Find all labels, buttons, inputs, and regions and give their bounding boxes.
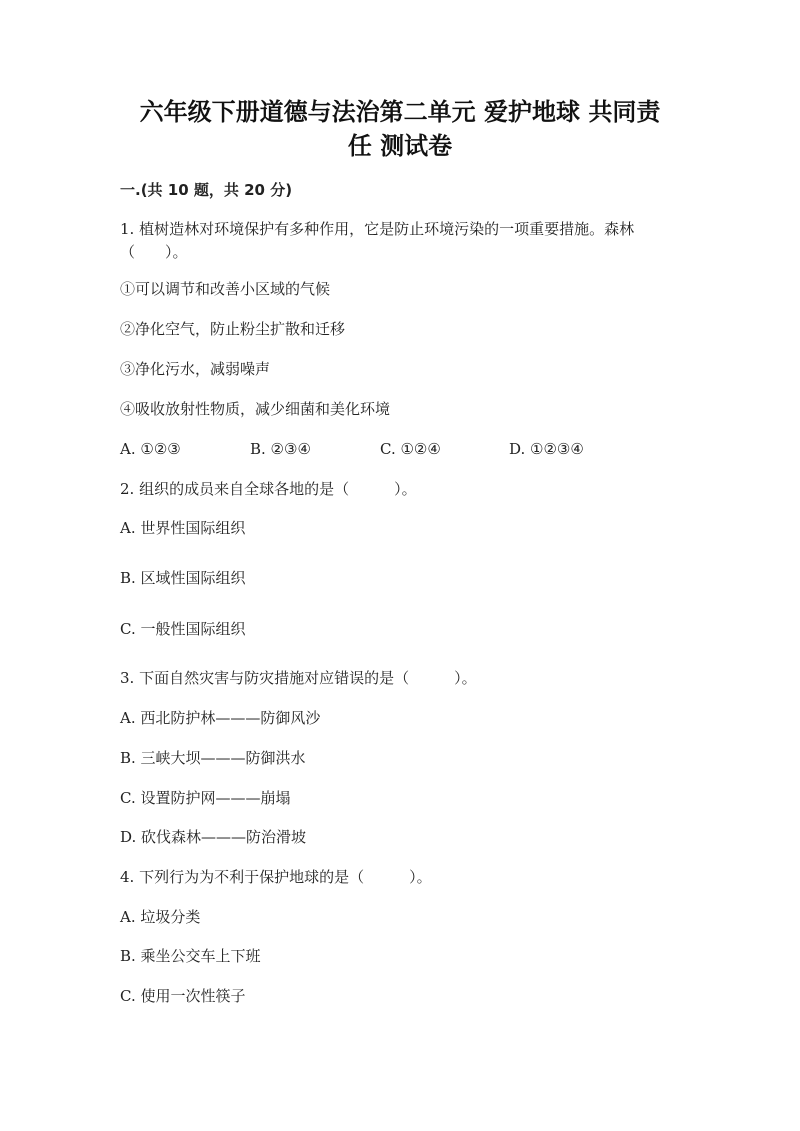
question-3-option-b[interactable]: B. 三峡大坝———防御洪水 xyxy=(120,749,306,767)
question-4-stem: 4. 下列行为为不利于保护地球的是（ ）。 xyxy=(120,868,432,886)
page-title-line-2: 任 测试卷 xyxy=(347,132,453,160)
question-1-option-b[interactable]: B. ②③④ xyxy=(250,440,311,458)
question-4-option-c[interactable]: C. 使用一次性筷子 xyxy=(120,987,246,1005)
question-4-option-a[interactable]: A. 垃圾分类 xyxy=(120,908,201,926)
question-2-option-a[interactable]: A. 世界性国际组织 xyxy=(120,519,246,537)
question-3-option-c[interactable]: C. 设置防护网———崩塌 xyxy=(120,789,291,807)
question-1-option-c[interactable]: C. ①②④ xyxy=(380,440,441,458)
question-1-option-a[interactable]: A. ①②③ xyxy=(120,440,181,458)
question-1-option-d[interactable]: D. ①②③④ xyxy=(509,440,584,458)
question-1-statement-1: ①可以调节和改善小区域的气候 xyxy=(120,280,331,298)
question-3-option-a[interactable]: A. 西北防护林———防御风沙 xyxy=(120,709,321,727)
question-1-statement-4: ④吸收放射性物质，减少细菌和美化环境 xyxy=(120,400,391,418)
question-1-statement-2: ②净化空气，防止粉尘扩散和迁移 xyxy=(120,320,346,338)
question-3-option-d[interactable]: D. 砍伐森林———防治滑坡 xyxy=(120,828,307,846)
question-2-option-c[interactable]: C. 一般性国际组织 xyxy=(120,620,246,638)
question-4-option-b[interactable]: B. 乘坐公交车上下班 xyxy=(120,947,261,965)
question-1-stem: 1. 植树造林对环境保护有多种作用，它是防止环境污染的一项重要措施。森林 xyxy=(120,220,635,238)
question-2-option-b[interactable]: B. 区域性国际组织 xyxy=(120,569,246,587)
question-1-statement-3: ③净化污水，减弱噪声 xyxy=(120,360,271,378)
question-2-stem: 2. 组织的成员来自全球各地的是（ ）。 xyxy=(120,480,417,498)
question-3-stem: 3. 下面自然灾害与防灾措施对应错误的是（ ）。 xyxy=(120,669,477,687)
question-1-stem-continued: （ ）。 xyxy=(120,243,188,261)
section-heading: 一.(共 10 题，共 20 分) xyxy=(120,181,293,199)
page-title-line-1: 六年级下册道德与法治第二单元 爱护地球 共同责 xyxy=(139,98,661,126)
